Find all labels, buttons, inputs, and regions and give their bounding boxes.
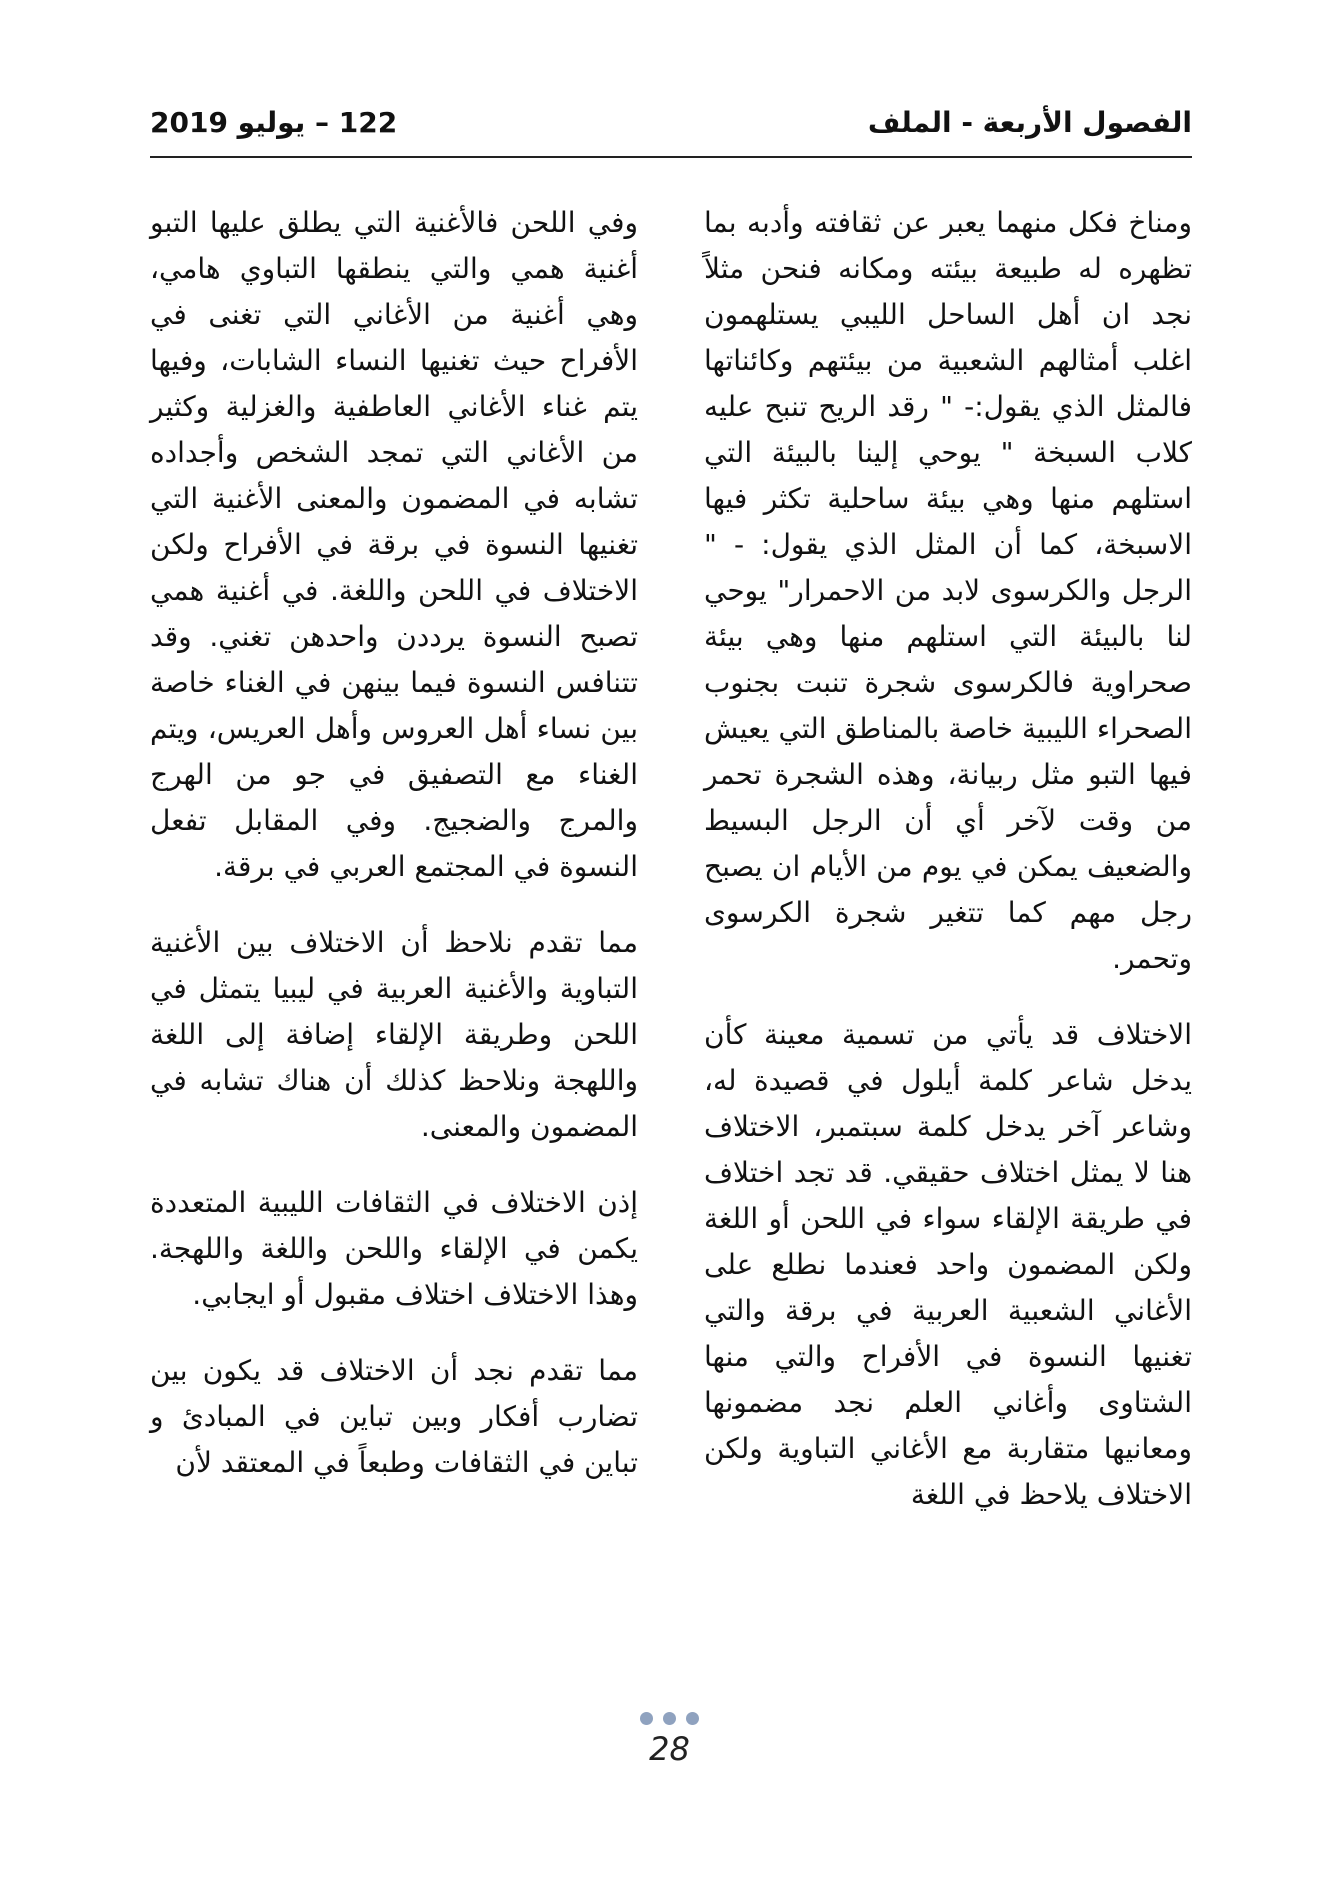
article-column-left [150, 200, 638, 1516]
paragraph: وفي اللحن فالأغنية التي يطلق عليها التبو أغنية همي والتي ينطقها التباوي هامي، وهي أغنية من الأغاني التي تغنى في الأفراح حيث تغنيها النساء الشابات، وفيها يتم غناء الأغاني العاطفية والغزلية وكثير من الأغاني التي تمجد الشخص وأجداده تشابه في المضمون والمعنى الأغنية التي تغنيها النسوة في برقة في الأفراح ولكن الاختلاف في اللحن واللغة. في أغنية همي تصبح النسوة يرددن واحدهن تغني. وقد تتنافس النسوة فيما بينهن في الغناء خاصة بين نساء أهل العروس وأهل العريس، ويتم الغناء مع التصفيق في جو من الهرج والمرج والضجيج. وفي المقابل تفعل النسوة في المجتمع العربي في برقة. [150, 206, 638, 883]
page-header [150, 100, 1192, 158]
paragraph: ومناخ فكل منهما يعبر عن ثقافته وأدبه بما تظهره له طبيعة بيئته ومكانه فنحن مثلاً نجد ان أهل الساحل الليبي يستلهمون اغلب أمثالهم الشعبية من بيئتهم وكائناتها فالمثل الذي يقول:- " رقد الريح تنبح عليه كلاب السبخة " يوحي إلينا بالبيئة التي استلهم منها وهي بيئة ساحلية تكثر فيها الاسبخة، كما أن المثل الذي يقول: - " الرجل والكرسوى لابد من الاحمرار" يوحي لنا بالبيئة التي استلهم منها وهي بيئة صحراوية فالكرسوى شجرة تنبت بجنوب الصحراء الليبية خاصة بالمناطق التي يعيش فيها التبو مثل ربيانة، وهذه الشجرة تحمر من وقت لآخر أي أن الرجل البسيط والضعيف يمكن في يوم من الأيام ان يصبح رجل مهم كما تتغير شجرة الكرسوى وتحمر. [704, 206, 1192, 975]
page-number: 28 [649, 1730, 690, 1768]
paragraph: مما تقدم نجد أن الاختلاف قد يكون بين تضارب أفكار وبين تباين في المبادئ و تباين في الثقافات وطبعاً في المعتقد لأن [150, 1354, 638, 1479]
ornament-dot [663, 1712, 676, 1725]
ornament-dot [640, 1712, 653, 1725]
ornament-dot [686, 1712, 699, 1725]
issue-info: 122 – يوليو 2019 [150, 106, 398, 139]
journal-title: الفصول الأربعة - الملف [867, 106, 1192, 139]
paragraph: مما تقدم نلاحظ أن الاختلاف بين الأغنية التباوية والأغنية العربية في ليبيا يتمثل في اللحن وطريقة الإلقاء إضافة إلى اللغة واللهجة ونلاحظ كذلك أن هناك تشابه في المضمون والمعنى. [150, 926, 638, 1143]
article-column-right [704, 200, 1192, 1548]
paragraph: الاختلاف قد يأتي من تسمية معينة كأن يدخل شاعر كلمة أيلول في قصيدة له، وشاعر آخر يدخل كلمة سبتمبر، الاختلاف هنا لا يمثل اختلاف حقيقي. قد تجد اختلاف في طريقة الإلقاء سواء في اللحن أو اللغة ولكن المضمون واحد فعندما نطلع على الأغاني الشعبية العربية في برقة والتي تغنيها النسوة في الأفراح والتي منها الشتاوى وأغاني العلم نجد مضمونها ومعانيها متقاربة مع الأغاني التباوية ولكن الاختلاف يلاحظ في اللغة [704, 1018, 1192, 1511]
page-ornament [0, 1712, 1339, 1725]
paragraph: إذن الاختلاف في الثقافات الليبية المتعددة يكمن في الإلقاء واللحن واللغة واللهجة. وهذا الاختلاف اختلاف مقبول أو ايجابي. [150, 1186, 638, 1311]
